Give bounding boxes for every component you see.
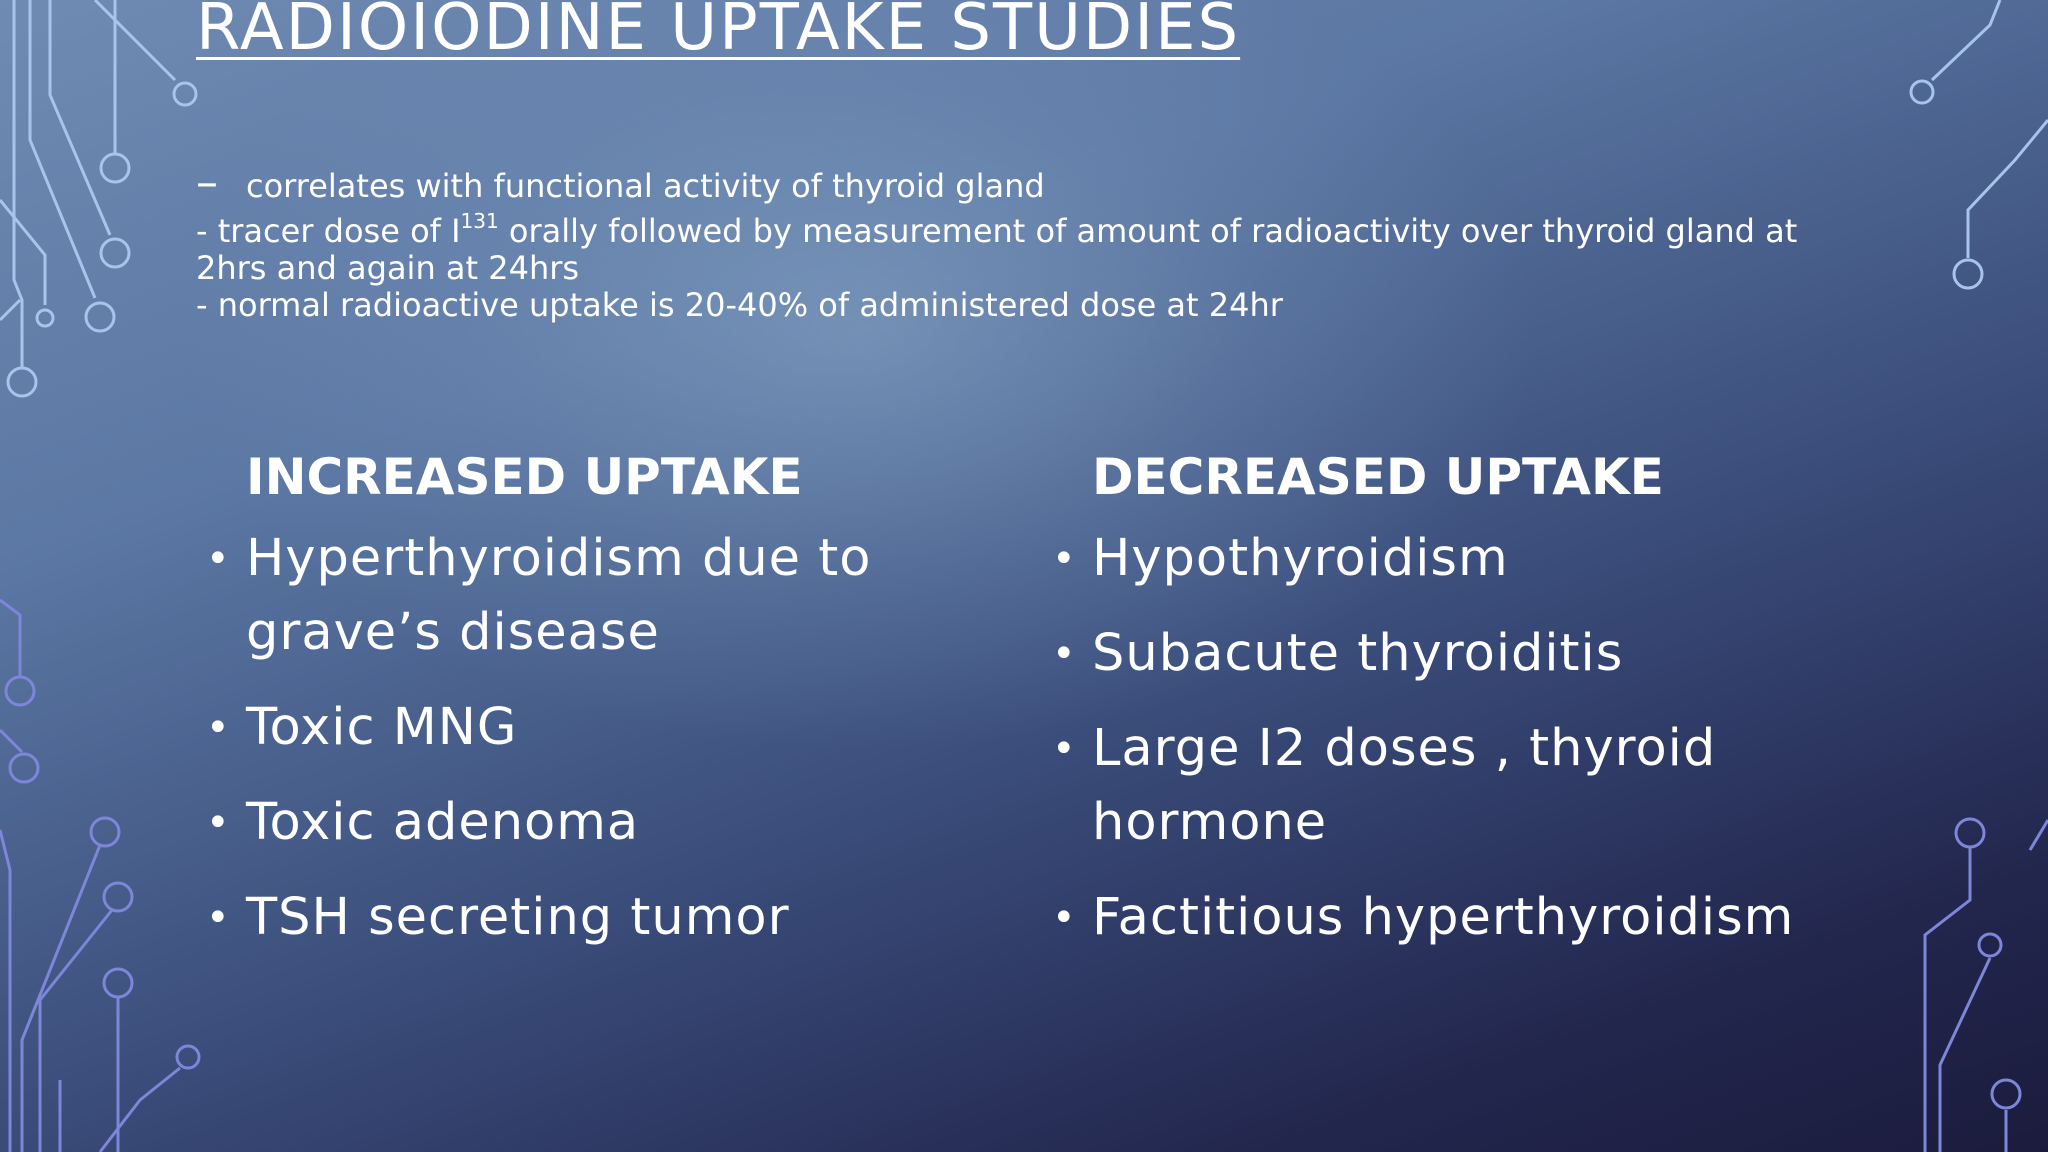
list-item-text: Large I2 doses , thyroid hormone (1092, 719, 1717, 852)
list-item-text: Toxic adenoma (246, 793, 640, 852)
increased-uptake-column (206, 448, 986, 976)
bullet-icon: • (1052, 726, 1077, 772)
intro-dash: – (196, 157, 218, 208)
intro-line-1 (196, 157, 1876, 208)
bullet-icon: • (1052, 536, 1077, 582)
intro-line-2-end: orally followed by measurement of amount of radioactivity over thyroid gland at 2hrs and again at 24hrs (196, 212, 1798, 287)
decreased-uptake-list (1052, 522, 1832, 955)
bullet-icon: • (1052, 631, 1077, 677)
list-item (206, 881, 986, 955)
list-item (206, 522, 986, 670)
decreased-uptake-column (1052, 448, 1832, 976)
intro-line-2-start: - tracer dose of I (196, 212, 461, 250)
list-item-text: Hypothyroidism (1092, 529, 1509, 588)
intro-line-1-text: correlates with functional activity of thyroid gland (246, 167, 1045, 205)
circuit-decoration-right-icon (1911, 0, 2048, 1152)
list-item (1052, 712, 1832, 860)
intro-line-3: - normal radioactive uptake is 20-40% of administered dose at 24hr (196, 286, 1283, 324)
list-item-text: Subacute thyroiditis (1092, 624, 1624, 683)
bullet-icon: • (206, 895, 231, 941)
increased-uptake-heading: INCREASED UPTAKE (246, 448, 803, 506)
list-item (1052, 522, 1832, 596)
bullet-icon: • (206, 705, 231, 751)
list-item-text: TSH secreting tumor (246, 888, 790, 947)
list-item-text: Factitious hyperthyroidism (1092, 888, 1795, 947)
increased-uptake-list (206, 522, 986, 955)
list-item (1052, 881, 1832, 955)
list-item-text: Toxic MNG (246, 698, 518, 757)
intro-text (196, 157, 1876, 324)
list-item (1052, 617, 1832, 691)
list-item-text: Hyperthyroidism due to grave’s disease (246, 529, 872, 662)
circuit-decoration-left-icon (0, 0, 199, 1152)
bullet-icon: • (206, 800, 231, 846)
list-item (206, 786, 986, 860)
slide-title: RADIOIODINE UPTAKE STUDIES (196, 0, 1241, 65)
bullet-icon: • (1052, 895, 1077, 941)
list-item (206, 691, 986, 765)
bullet-icon: • (206, 536, 231, 582)
decreased-uptake-heading: DECREASED UPTAKE (1092, 448, 1664, 506)
intro-line-2 (196, 209, 1876, 287)
intro-line-2-superscript: 131 (460, 209, 499, 233)
